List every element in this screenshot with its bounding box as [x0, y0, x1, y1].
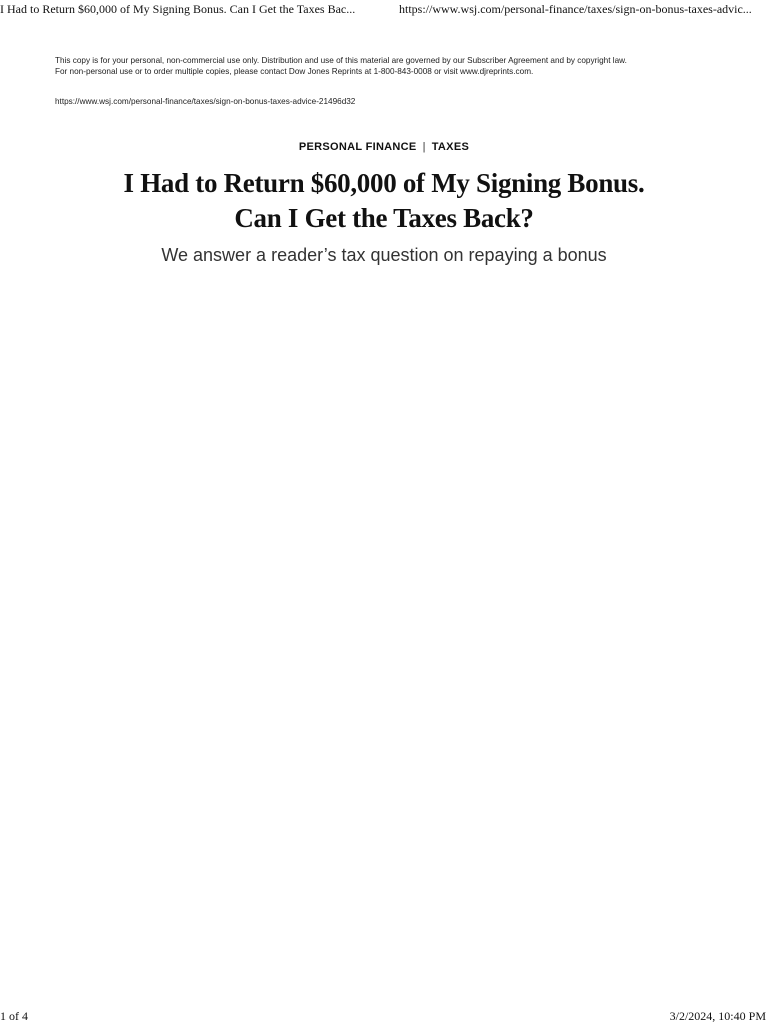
article-url: https://www.wsj.com/personal-finance/taxes/sign-on-bonus-taxes-advice-21496d32: [55, 97, 356, 106]
page-number: 1 of 4: [0, 1009, 28, 1023]
print-header: [0, 0, 768, 18]
headline: [60, 166, 708, 236]
kicker-subsection-link[interactable]: TAXES: [431, 141, 470, 153]
copyright-notice-line-2: For non-personal use or to order multiple copies, please contact Dow Jones Reprints at 1-800-843-0008 or visit www.djreprints.com.: [55, 66, 534, 76]
headline-line-2: Can I Get the Taxes Back?: [234, 203, 534, 233]
dek-subheadline: We answer a reader’s tax question on repaying a bonus: [161, 245, 607, 265]
print-footer: [0, 1009, 768, 1024]
section-kicker: [0, 140, 768, 154]
headline-line-1: I Had to Return $60,000 of My Signing Bonus.: [123, 168, 645, 198]
print-header-url: https://www.wsj.com/personal-finance/taxes/sign-on-bonus-taxes-advic...: [399, 2, 752, 16]
kicker-section-link[interactable]: PERSONAL FINANCE: [298, 141, 417, 153]
copyright-notice: [55, 56, 735, 77]
copyright-notice-line-1: This copy is for your personal, non-commercial use only. Distribution and use of this material are governed by our Subscriber Agreement and by copyright law.: [55, 56, 627, 65]
print-header-title: I Had to Return $60,000 of My Signing Bonus. Can I Get the Taxes Bac...: [0, 2, 356, 16]
print-datetime: 3/2/2024, 10:40 PM: [669, 1009, 766, 1023]
kicker-separator: |: [422, 141, 426, 153]
